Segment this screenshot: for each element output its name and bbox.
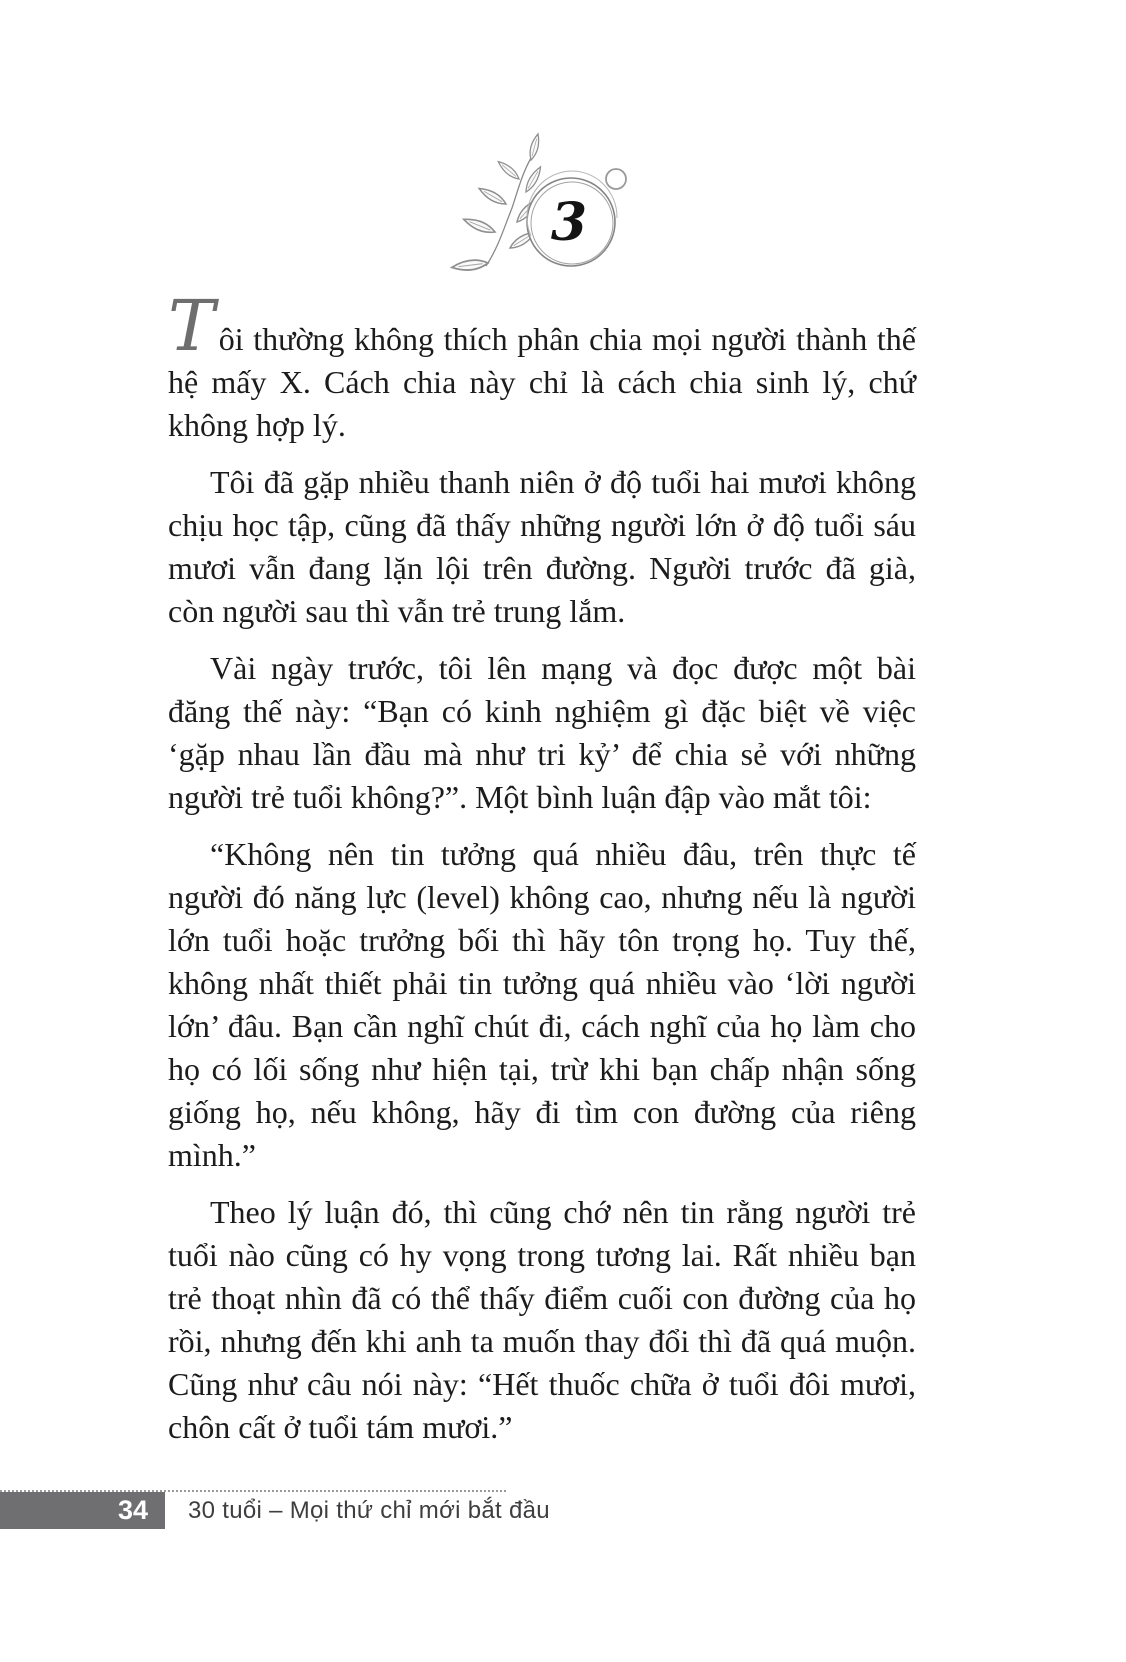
paragraph-4: “Không nên tin tưởng quá nhiều đâu, trên thực tế người đó năng lực (level) không cao, nhưng nếu là người lớn tuổi hoặc trưởng bối thì hãy tôn trọng họ. Tuy thế, không nhất thiết phải tin tưởng quá nhiều vào ‘lời người lớn’ đâu. Bạn cần nghĩ chút đi, cách nghĩ của họ làm cho họ có lối sống như hiện tại, trừ khi bạn chấp nhận sống giống họ, nếu không, hãy đi tìm con đường của riêng mình.” (168, 836, 916, 1173)
chapter-ornament-illustration (438, 132, 650, 290)
paragraph-1-text: ôi thường không thích phân chia mọi người thành thế hệ mấy X. Cách chia này chỉ là cách chia sinh lý, chứ không hợp lý. (168, 321, 916, 443)
chapter-ornament (438, 132, 650, 290)
paragraph-1 (168, 285, 916, 447)
page-number-bar (0, 1492, 165, 1529)
body-text (168, 285, 916, 1463)
chapter-number: 3 (550, 192, 588, 253)
page-number: 34 (117, 1495, 148, 1525)
paragraph-3: Vài ngày trước, tôi lên mạng và đọc được một bài đăng thế này: “Bạn có kinh nghiệm gì đặc biệt về việc ‘gặp nhau lần đầu mà như tri kỷ’ để chia sẻ với những người trẻ tuổi không?”. Một bình luận đập vào mắt tôi: (168, 650, 916, 815)
paragraph-2: Tôi đã gặp nhiều thanh niên ở độ tuổi hai mươi không chịu học tập, cũng đã thấy những người lớn ở độ tuổi sáu mươi vẫn đang lặn lội trên đường. Người trước đã già, còn người sau thì vẫn trẻ trung lắm. (168, 464, 916, 629)
dropcap-letter: T (168, 285, 214, 367)
paragraph-5: Theo lý luận đó, thì cũng chớ nên tin rằng người trẻ tuổi nào cũng có hy vọng trong tương lai. Rất nhiều bạn trẻ thoạt nhìn đã có thể thấy điểm cuối con đường của họ rồi, nhưng đến khi anh ta muốn thay đổi thì đã quá muộn. Cũng như câu nói này: “Hết thuốc chữa ở tuổi đôi mươi, chôn cất ở tuổi tám mươi.” (168, 1194, 916, 1445)
small-circle-decoration (606, 169, 626, 189)
book-title: 30 tuổi – Mọi thứ chỉ mới bắt đầu (188, 1497, 550, 1524)
